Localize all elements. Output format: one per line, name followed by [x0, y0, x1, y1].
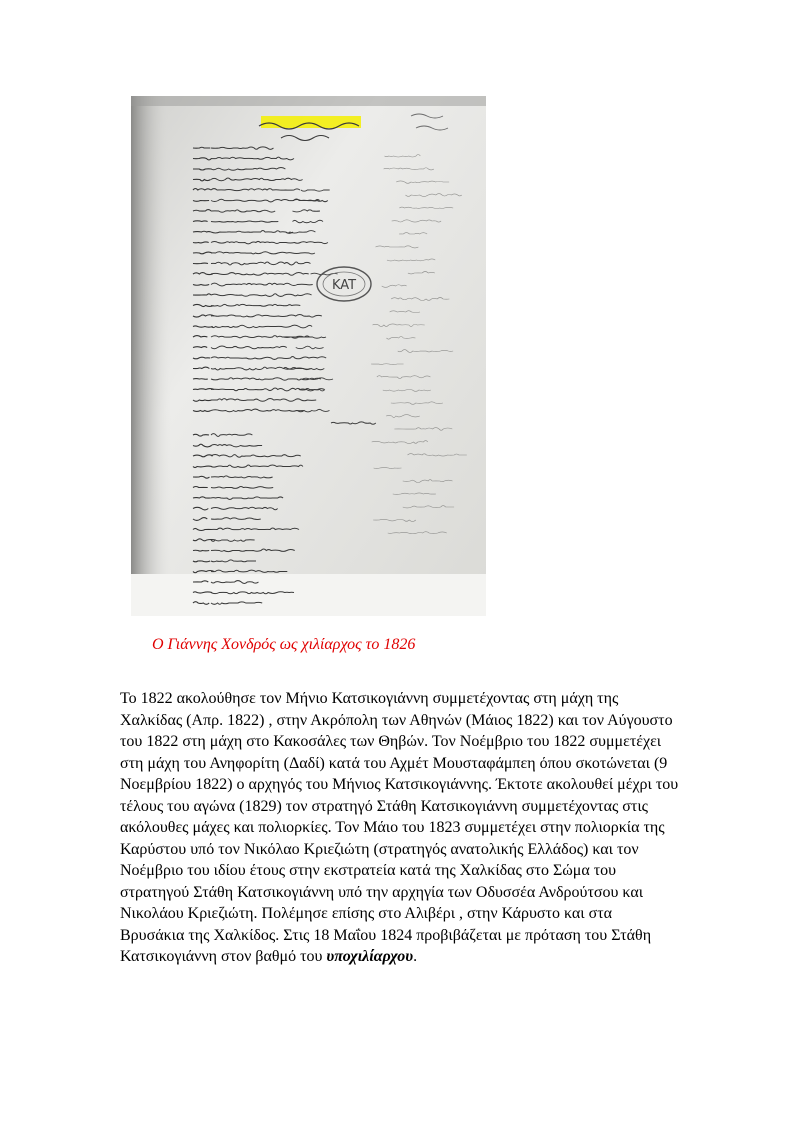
- paragraph-text: [120, 688, 680, 968]
- manuscript-scan-image: [131, 96, 486, 616]
- manuscript-scan-drawing: [131, 96, 486, 616]
- paragraph-lead: Το 1822 ακολούθησε τον Μήνιο Κατσικογιάννη συμμετέχοντας στη μάχη της Χαλκίδας (Απρ. 1822) , στην Ακρόπολη των Αθηνών (Μάιος 1822) και τον Αύγουστο του 1822 στη μάχη στο Κακοσάλες των Θηβών. Τον Νοέμβριο του 1822 συμμετέχει στη μάχη του Ανηφορίτη (Δαδί) κατά του Αχμέτ Μουσταφάμπεη όπου σκοτώνεται (9 Νοεμβρίου 1822) ο αρχηγός του Μήνιος Κατσικογιάννης. Έκτοτε ακολουθεί μέχρι του τέλους του αγώνα (1829) τον στρατηγό Στάθη Κατσικογιάννη συμμετέχοντας στις ακόλουθες μάχες και πολιορκίες. Τον Μάιο του 1823 συμμετέχει στην πολιορκία της Καρύστου υπό τον Νικόλαο Κριεζιώτη (στρατηγός ανατολικής Ελλάδος) και τον Νοέμβριο του ιδίου έτους στην εκστρατεία κατά της Χαλκίδας στο Σώμα του στρατηγού Στάθη Κατσικογιάννη υπό την αρχηγία των Οδυσσέα Ανδρούτσου και Νικολάου Κριεζιώτη. Πολέμησε επίσης στο Αλιβέρι , στην Κάρυστο και στα Βρυσάκια της Χαλκίδος. Στις 18 Μαΐου 1824 προβιβάζεται με πρόταση του Στάθη Κατσικογιάννη στον βαθμό του: [120, 690, 679, 965]
- handwritten-number: [193, 221, 208, 222]
- highlight-mark: [261, 116, 361, 128]
- handwritten-number: [193, 263, 208, 264]
- paragraph-tail: .: [413, 948, 418, 965]
- body-paragraph: [120, 688, 680, 968]
- image-caption: Ο Γιάννης Χονδρός ως χιλίαρχος το 1826: [152, 636, 416, 653]
- paper-background: [131, 96, 486, 616]
- paper-top-shadow: [131, 96, 486, 106]
- paper-left-shadow: [131, 96, 171, 616]
- emphasized-rank: υποχιλίαρχου: [326, 948, 414, 965]
- handwritten-number: [193, 231, 211, 232]
- paper-bottom-fade: [131, 574, 486, 616]
- svg-text:KAT: KAT: [331, 278, 357, 293]
